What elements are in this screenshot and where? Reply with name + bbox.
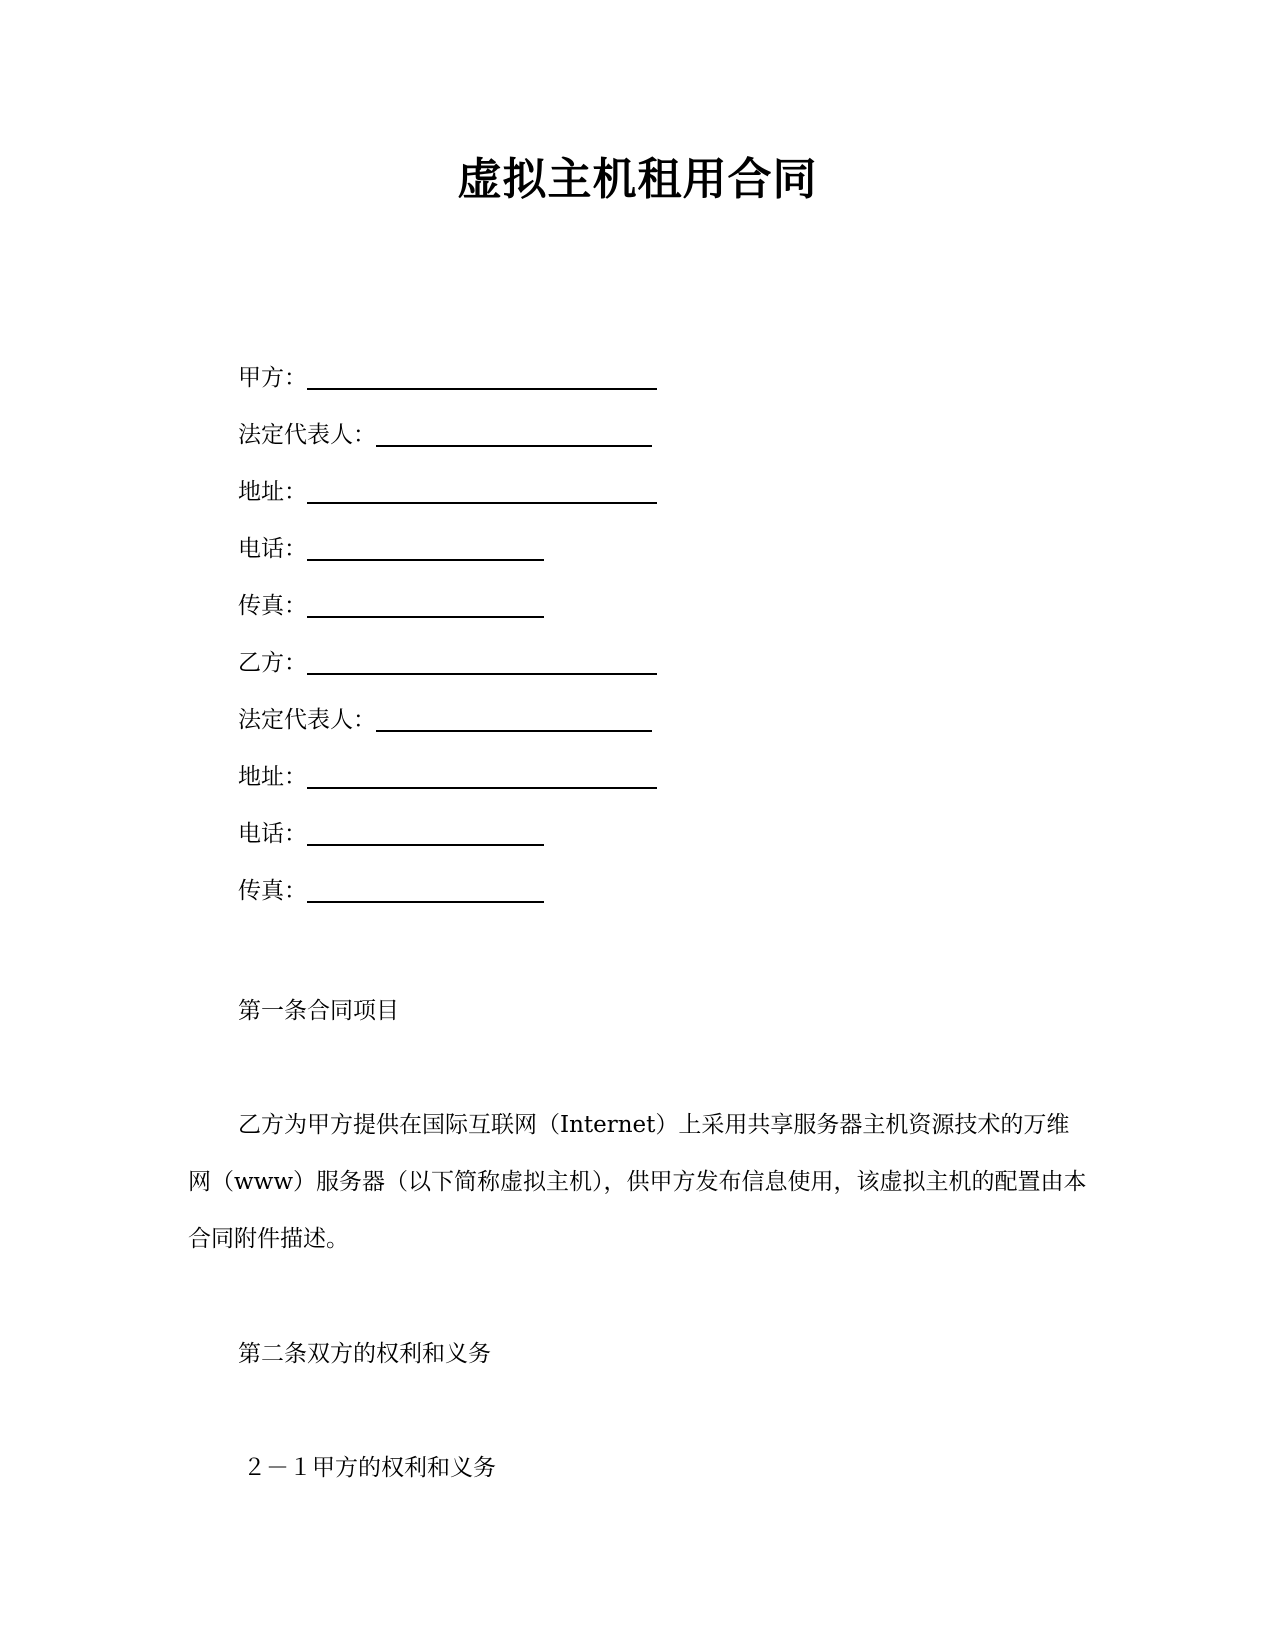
article-2-heading: 第二条双方的权利和义务 — [238, 1341, 491, 1367]
party-b-name-blank[interactable] — [307, 651, 657, 675]
party-b-fax-label: 传真： — [238, 878, 307, 904]
party-a-fax-label: 传真： — [238, 593, 307, 619]
party-b-fax-blank[interactable] — [307, 879, 544, 903]
document-title: 虚拟主机租用合同 — [457, 154, 818, 205]
party-b-phone-field — [238, 808, 544, 848]
party-b-rep-label: 法定代表人： — [238, 707, 376, 733]
party-a-phone-blank[interactable] — [307, 537, 544, 561]
party-a-address-field — [238, 466, 657, 506]
party-a-fax-field — [238, 580, 544, 620]
party-b-rep-blank[interactable] — [376, 708, 652, 732]
party-b-address-label: 地址： — [238, 764, 307, 790]
party-b-phone-label: 电话： — [238, 821, 307, 847]
party-b-name-label: 乙方： — [238, 650, 307, 676]
party-a-phone-label: 电话： — [238, 536, 307, 562]
party-a-phone-field — [238, 523, 544, 563]
party-a-rep-field — [238, 409, 652, 449]
party-a-name-blank[interactable] — [307, 366, 657, 390]
party-b-address-blank[interactable] — [307, 765, 657, 789]
party-a-name-field — [238, 352, 657, 392]
party-a-rep-blank[interactable] — [376, 423, 652, 447]
party-a-address-blank[interactable] — [307, 480, 657, 504]
party-b-phone-blank[interactable] — [307, 822, 544, 846]
party-a-address-label: 地址： — [238, 479, 307, 505]
party-a-fax-blank[interactable] — [307, 594, 544, 618]
party-a-name-label: 甲方： — [238, 365, 307, 391]
party-b-fax-field — [238, 865, 544, 905]
article-1-body — [188, 1097, 1088, 1268]
party-a-rep-label: 法定代表人： — [238, 422, 376, 448]
party-b-name-field — [238, 637, 657, 677]
article-1-heading: 第一条合同项目 — [238, 998, 399, 1024]
section-2-1-heading: ２－１甲方的权利和义务 — [243, 1455, 496, 1481]
article-1-body-text: 乙方为甲方提供在国际互联网（Internet）上采用共享服务器主机资源技术的万维网（www）服务器（以下简称虚拟主机），供甲方发布信息使用，该虚拟主机的配置由本合同附件描述。 — [188, 1112, 1087, 1252]
party-b-rep-field — [238, 694, 652, 734]
party-b-address-field — [238, 751, 657, 791]
